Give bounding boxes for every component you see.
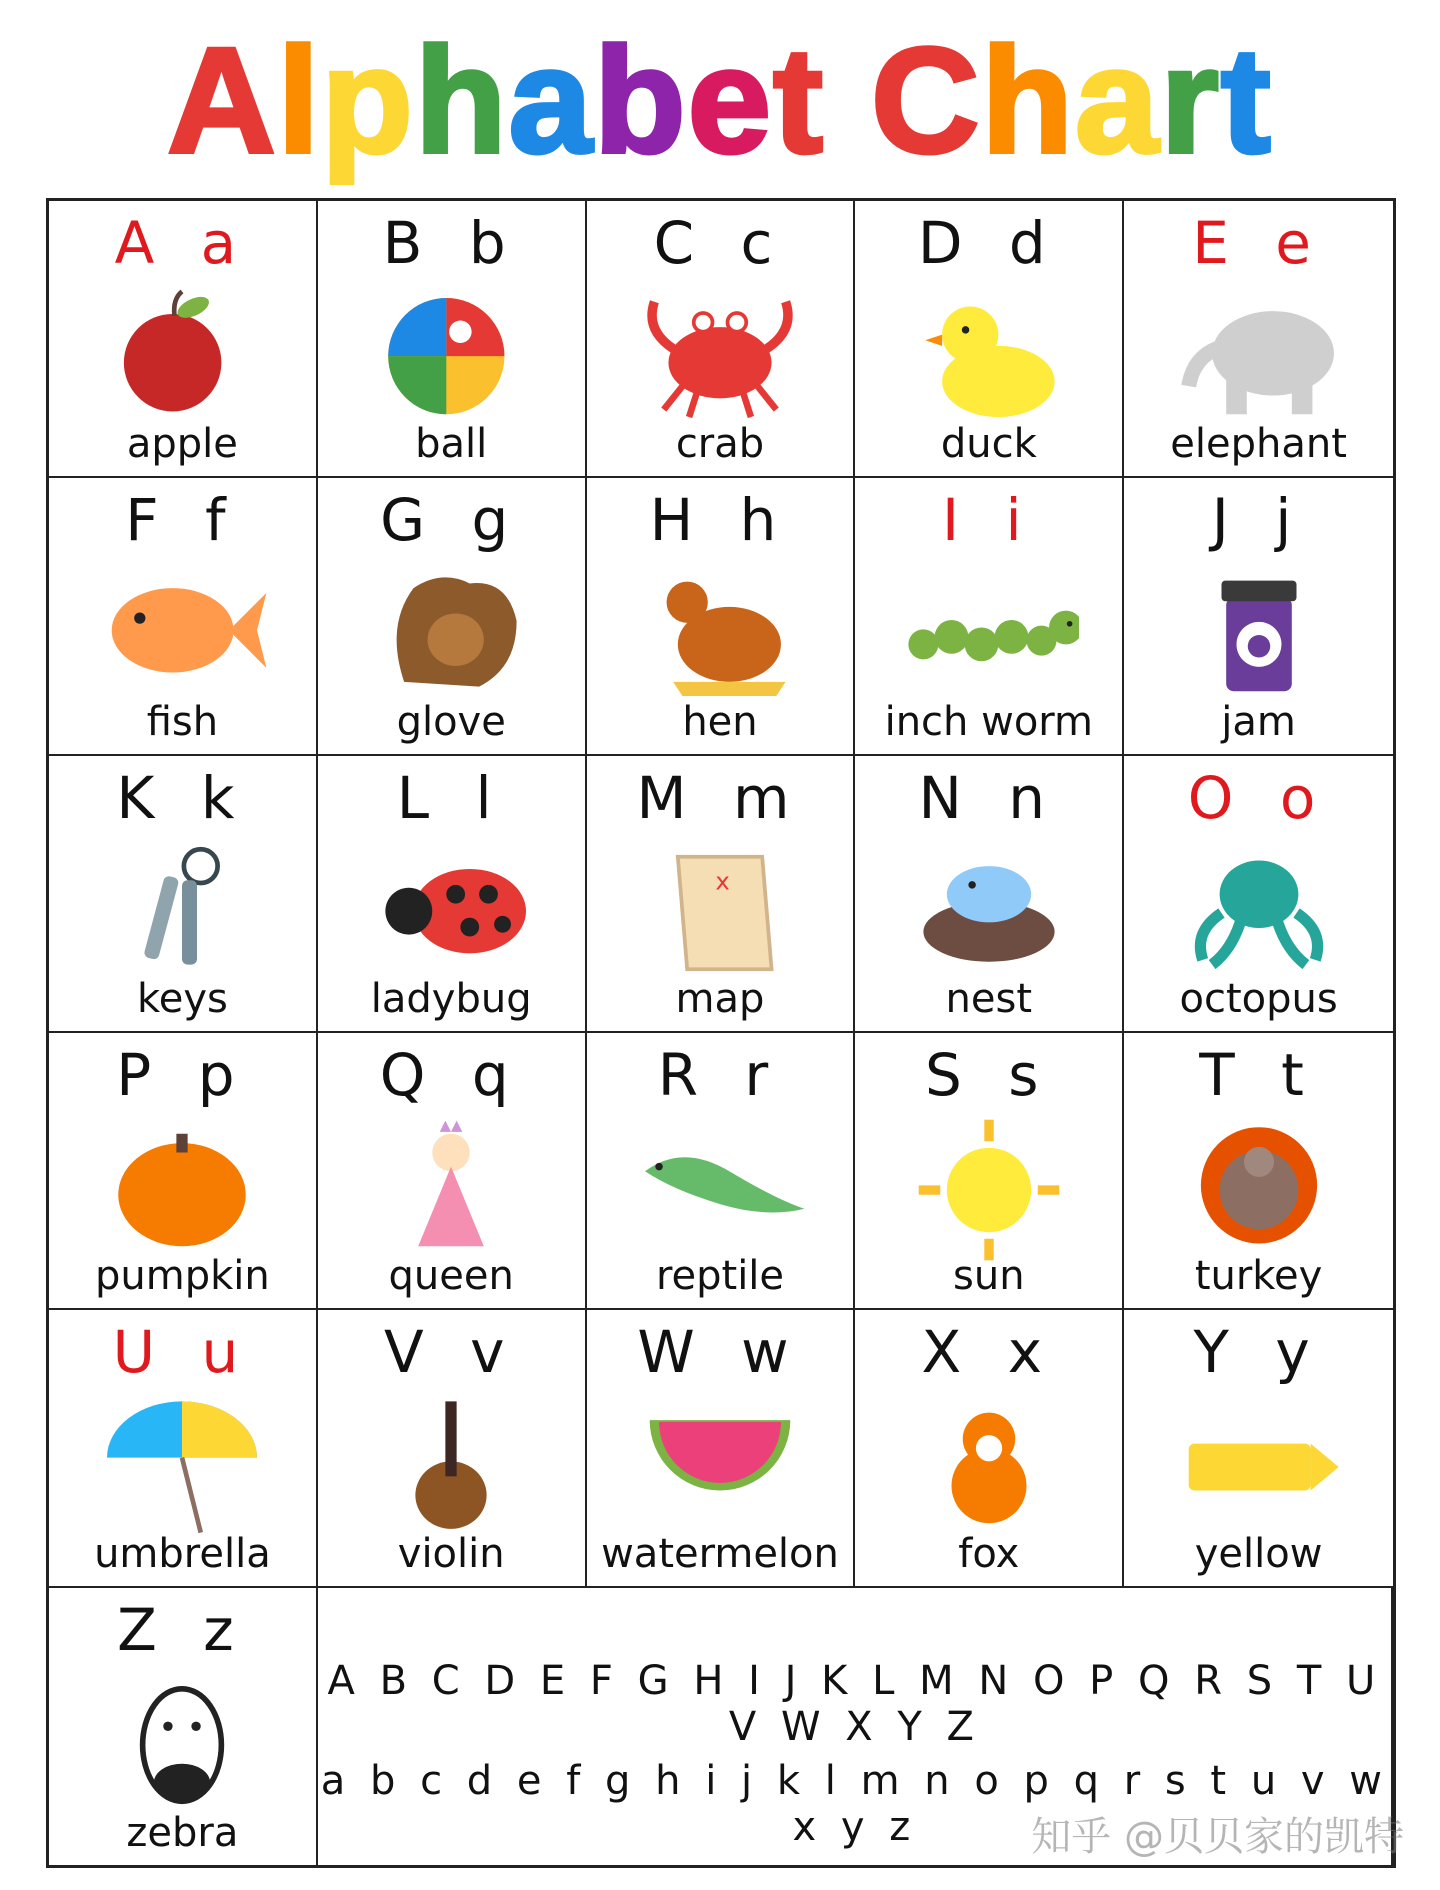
letter-pair: D d [917, 209, 1060, 277]
ball-icon [361, 283, 541, 433]
letter-card [49, 756, 318, 1033]
letter-pair: G g [380, 486, 523, 555]
word-label: inch worm [884, 698, 1093, 745]
map-icon [630, 838, 810, 988]
letter-pair: H h [649, 486, 791, 555]
alphabet-grid [46, 198, 1396, 1868]
octopus-icon [1169, 838, 1349, 988]
letter-pair: M m [636, 763, 804, 832]
letter-card [1124, 201, 1393, 478]
pumpkin-icon [92, 1115, 272, 1265]
zebra-icon [92, 1670, 272, 1820]
letter-card [855, 1033, 1124, 1310]
letter-pair: L l [396, 763, 506, 832]
hen-icon [630, 560, 810, 710]
letter-pair: C c [653, 209, 787, 277]
letter-card [318, 1033, 587, 1310]
word-label: elephant [1170, 421, 1347, 468]
reptile-icon [630, 1115, 810, 1265]
word-label: queen [388, 1253, 514, 1300]
letter-card [318, 1310, 587, 1587]
letter-pair: Q q [379, 1041, 523, 1109]
fish-icon [92, 560, 272, 710]
sun-icon [899, 1115, 1079, 1265]
title-letter: h [981, 16, 1075, 184]
word-label: pumpkin [95, 1253, 270, 1300]
letter-pair: P p [116, 1041, 249, 1109]
title-letter: p [321, 16, 415, 184]
word-label: yellow [1194, 1530, 1323, 1577]
letter-card [1124, 1310, 1393, 1587]
letter-pair: A a [114, 209, 251, 277]
letter-pair: I i [941, 486, 1036, 555]
letter-card [49, 201, 318, 478]
queen-icon [361, 1115, 541, 1265]
title-letter: l [277, 16, 322, 184]
word-label: keys [136, 976, 228, 1022]
elephant-icon [1169, 283, 1349, 433]
letter-pair: W w [637, 1318, 803, 1387]
word-label: fox [958, 1530, 1020, 1577]
title-letter: e [687, 16, 774, 184]
title-letter: C [871, 16, 982, 184]
letter-card [855, 201, 1124, 478]
word-label: umbrella [94, 1530, 271, 1577]
letter-card [587, 201, 856, 478]
apple-icon [92, 283, 272, 433]
letter-card [318, 201, 587, 478]
watermark-text: 知乎 @贝贝家的凯特 [1031, 1814, 1404, 1860]
inchworm-icon [899, 560, 1079, 710]
crayon-icon [1169, 1392, 1349, 1542]
turkey-icon [1169, 1115, 1349, 1265]
letter-card [49, 478, 318, 755]
letter-card [318, 478, 587, 755]
letter-pair: Z z [117, 1595, 248, 1664]
letter-card [49, 1033, 318, 1310]
letter-pair: K k [116, 763, 249, 832]
letter-card [49, 1310, 318, 1587]
umbrella-icon [92, 1392, 272, 1542]
letter-pair: F f [125, 486, 240, 555]
letter-card [1124, 1033, 1393, 1310]
letter-pair: T t [1199, 1041, 1318, 1109]
title-letter: A [167, 16, 278, 184]
title-letter: a [1074, 16, 1161, 184]
letter-card [587, 478, 856, 755]
letter-card [318, 756, 587, 1033]
word-label: map [675, 976, 765, 1022]
letter-pair: X x [921, 1318, 1057, 1387]
jam-icon [1169, 560, 1349, 710]
watermelon-icon [630, 1392, 810, 1542]
letter-card [587, 1310, 856, 1587]
nest-icon [899, 838, 1079, 988]
letter-pair: B b [382, 209, 520, 277]
word-label: nest [945, 976, 1033, 1022]
letter-pair: R r [657, 1041, 783, 1109]
letter-pair: V v [383, 1318, 519, 1387]
letter-card [855, 756, 1124, 1033]
word-label: ladybug [370, 976, 532, 1022]
word-label: reptile [655, 1253, 785, 1300]
letter-pair: S s [925, 1041, 1053, 1109]
title-letter: r [1160, 16, 1221, 184]
svg-text:x: x [715, 866, 730, 896]
word-label: turkey [1194, 1253, 1323, 1300]
page-title [0, 16, 1440, 184]
title-letter: t [1220, 16, 1273, 184]
violin-icon [361, 1392, 541, 1542]
letter-card [49, 1588, 318, 1865]
title-letter: h [414, 16, 509, 184]
letter-card [587, 1033, 856, 1310]
letter-pair: U u [112, 1318, 253, 1387]
word-label: crab [675, 421, 765, 468]
word-label: zebra [126, 1810, 239, 1856]
fox-icon [899, 1392, 1079, 1542]
letter-card [587, 756, 856, 1033]
word-label: duck [940, 421, 1037, 468]
ladybug-icon [361, 838, 541, 988]
word-label: fish [146, 698, 219, 745]
word-label: jam [1221, 698, 1296, 745]
letter-pair: Y y [1193, 1318, 1324, 1387]
letter-pair: N n [918, 763, 1060, 832]
letter-pair: E e [1192, 209, 1325, 277]
keys-icon [92, 838, 272, 988]
crab-icon [630, 283, 810, 433]
letter-card [855, 1310, 1124, 1587]
word-label: ball [415, 421, 488, 468]
title-letter: t [773, 16, 826, 184]
glove-icon [361, 560, 541, 710]
word-label: octopus [1179, 976, 1338, 1022]
letter-card [1124, 478, 1393, 755]
letter-card [855, 478, 1124, 755]
word-label: sun [953, 1253, 1025, 1300]
uppercase-row: A B C D E F G H I J K L M N O P Q R S T U V W X Y Z [327, 1657, 1382, 1750]
word-label: hen [682, 698, 758, 745]
word-label: glove [396, 698, 506, 745]
word-label: apple [126, 421, 238, 468]
letter-card [1124, 756, 1393, 1033]
letter-pair: O o [1187, 763, 1330, 832]
letter-pair: J j [1211, 486, 1306, 555]
duck-icon [899, 283, 1079, 433]
lowercase-row: a b c d e f g h i j k l m n o p q r s t u v w x y z [320, 1757, 1388, 1850]
word-label: violin [397, 1530, 505, 1577]
title-letter: b [593, 16, 688, 184]
word-label: watermelon [601, 1530, 839, 1577]
title-letter: a [508, 16, 594, 184]
